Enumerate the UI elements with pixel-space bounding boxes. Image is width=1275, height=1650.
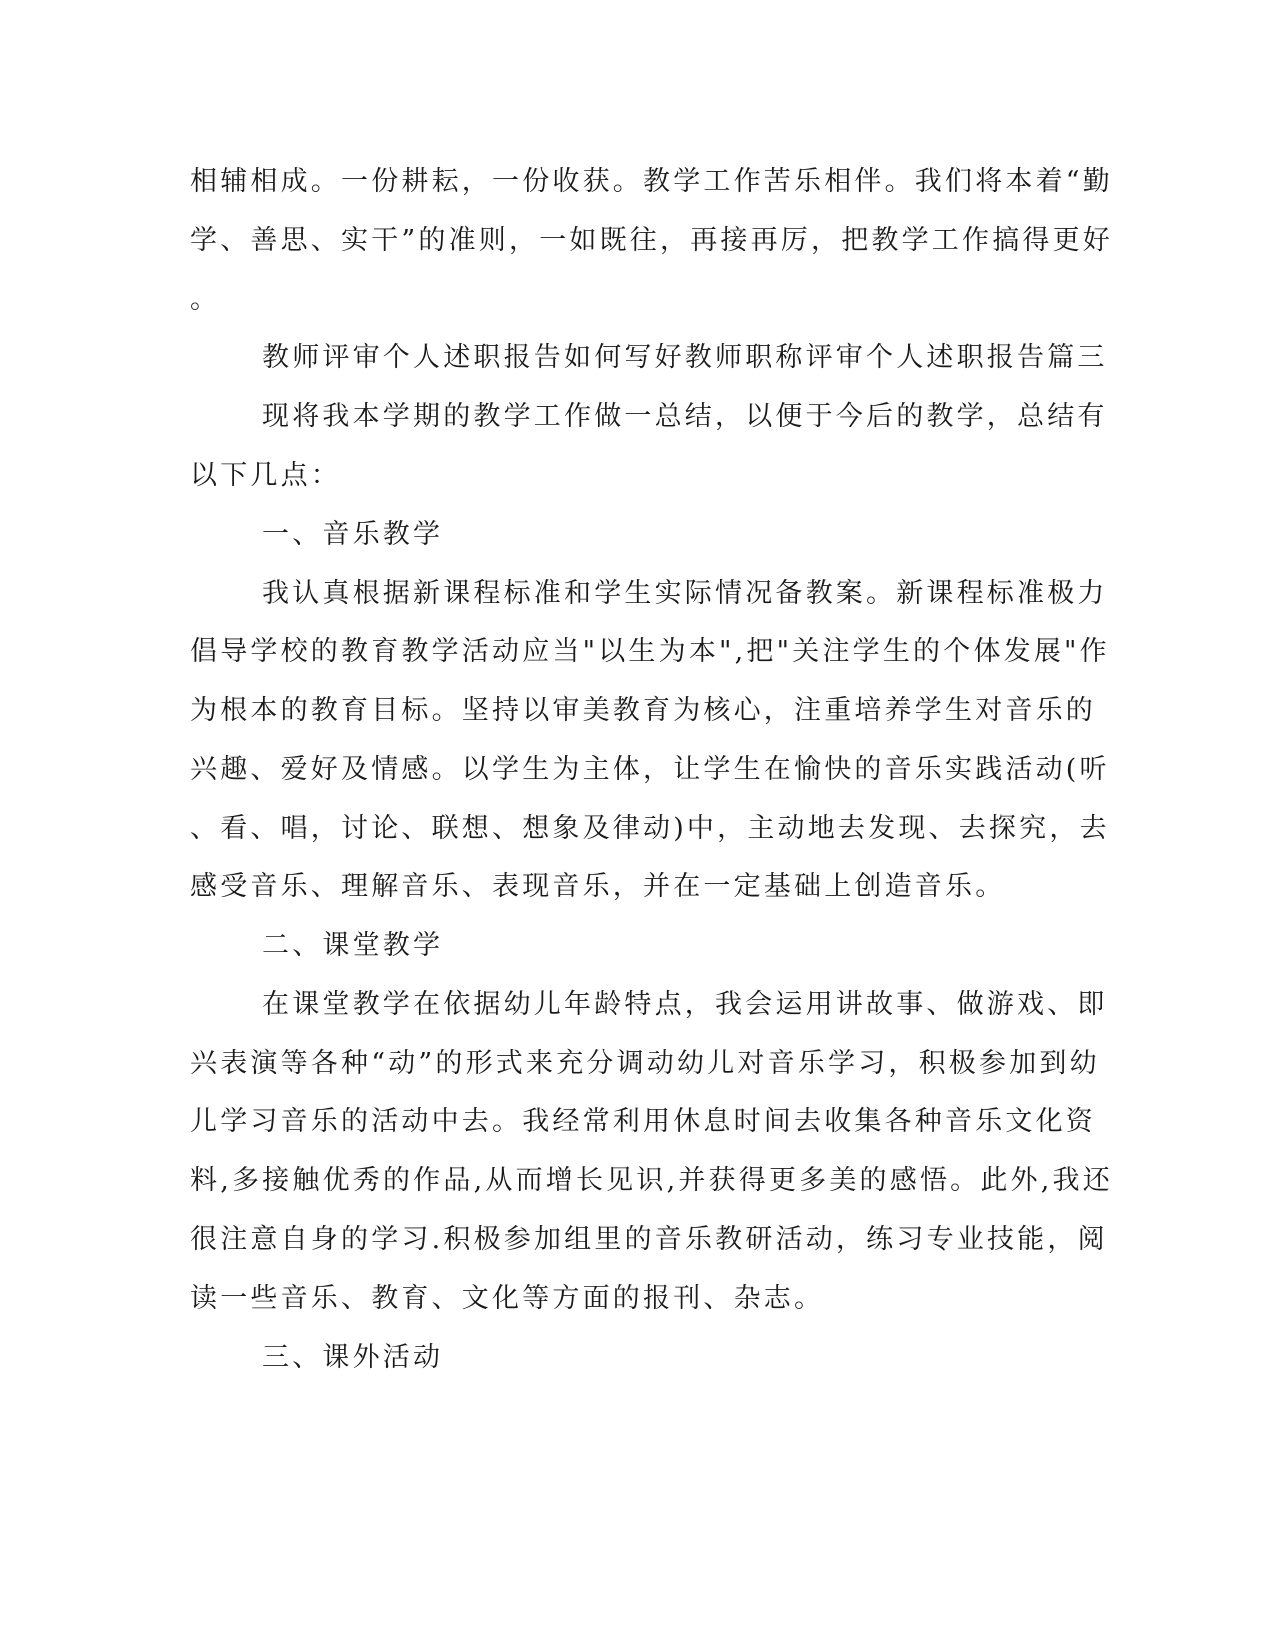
- text-line: 。: [190, 284, 221, 315]
- text-line: 倡导学校的教育教学活动应当"以生为本",把"关注学生的个体发展"作: [190, 636, 1110, 667]
- text-line: 读一些音乐、教育、文化等方面的报刊、杂志。: [190, 1283, 825, 1314]
- text-line: 兴趣、爱好及情感。以学生为主体，让学生在愉快的音乐实践活动(听: [190, 754, 1110, 785]
- text-line: 现将我本学期的教学工作做一总结，以便于今后的教学，总结有: [262, 401, 1108, 432]
- heading-music-teaching: 一、音乐教学: [262, 519, 444, 550]
- text-line: 料,多接触优秀的作品,从而增长见识,并获得更多美的感悟。此外,我还: [190, 1165, 1113, 1196]
- heading-classroom-teaching: 二、课堂教学: [262, 930, 444, 961]
- text-line: 很注意自身的学习.积极参加组里的音乐教研活动，练习专业技能，阅: [190, 1224, 1108, 1255]
- heading-extracurricular: 三、课外活动: [262, 1342, 444, 1373]
- section-title: 教师评审个人述职报告如何写好教师职称评审个人述职报告篇三: [262, 342, 1108, 373]
- text-line: 以下几点：: [190, 460, 341, 491]
- text-line: 感受音乐、理解音乐、表现音乐，并在一定基础上创造音乐。: [190, 871, 1006, 902]
- text-line: 、看、唱，讨论、联想、想象及律动)中，主动地去发现、去探究，去: [190, 813, 1110, 844]
- text-line: 我认真根据新课程标准和学生实际情况备教案。新课程标准极力: [262, 578, 1108, 609]
- text-line: 相辅相成。一份耕耘，一份收获。教学工作苦乐相伴。我们将本着“勤: [190, 166, 1114, 197]
- text-line: 兴表演等各种“动”的形式来充分调动幼儿对音乐学习，积极参加到幼: [190, 1048, 1100, 1079]
- text-line: 在课堂教学在依据幼儿年龄特点，我会运用讲故事、做游戏、即: [262, 989, 1108, 1020]
- text-line: 儿学习音乐的活动中去。我经常利用休息时间去收集各种音乐文化资: [190, 1106, 1096, 1137]
- text-line: 为根本的教育目标。坚持以审美教育为核心，注重培养学生对音乐的: [190, 695, 1096, 726]
- text-line: 学、善思、实干”的准则，一如既往，再接再厉，把教学工作搞得更好: [190, 225, 1114, 256]
